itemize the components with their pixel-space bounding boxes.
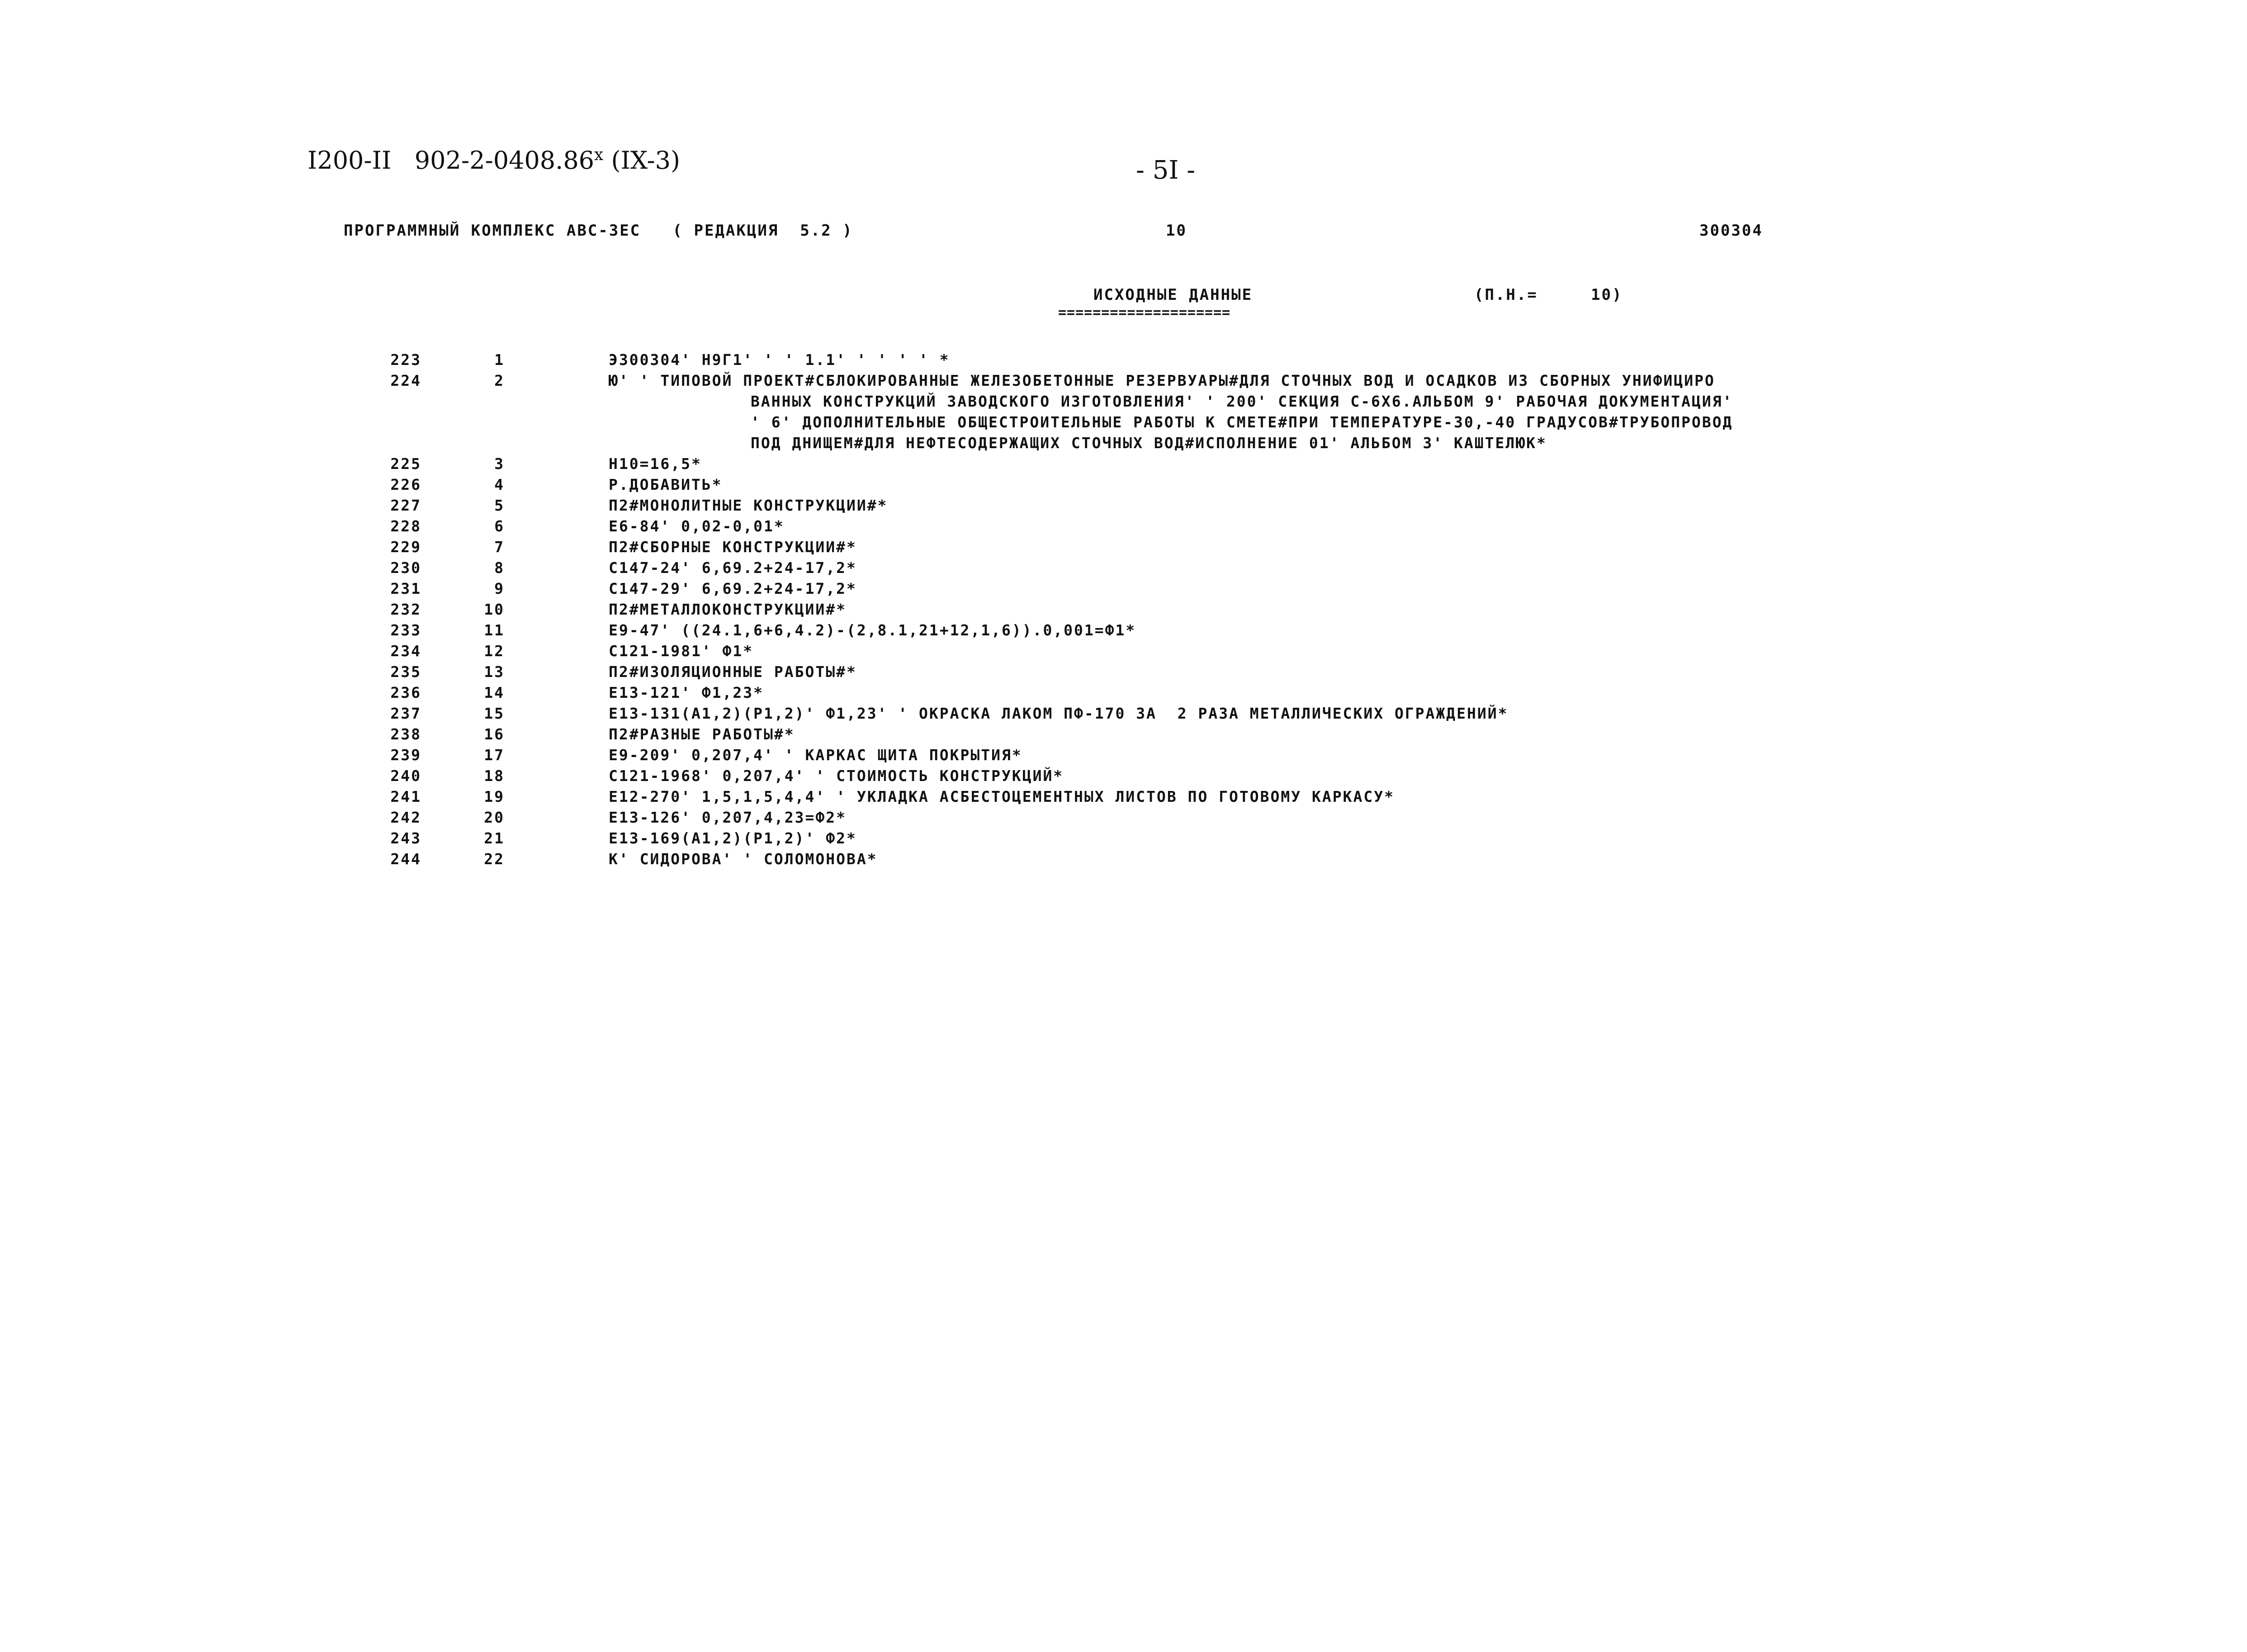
statement-number: 4: [494, 476, 505, 493]
listing-row: [0, 455, 2247, 476]
statement-text: ВАННЫХ КОНСТРУКЦИЙ ЗАВОДСКОГО ИЗГОТОВЛЕНИЯ' ' 200' СЕКЦИЯ С-6Х6.АЛЬБОМ 9' РАБОЧАЯ ДОКУМЕНТАЦИЯ': [751, 393, 1733, 410]
line-number: 242: [390, 809, 421, 826]
statement-number: 5: [494, 497, 505, 514]
statement-text: Е13-126' 0,207,4,23=Ф2*: [609, 809, 847, 826]
statement-number: 22: [484, 850, 505, 868]
statement-number: 13: [484, 663, 505, 681]
statement-number: 14: [484, 684, 505, 701]
listing-row: [0, 497, 2247, 517]
listing-row: [0, 372, 2247, 393]
line-number: 225: [390, 455, 421, 473]
line-number: 239: [390, 746, 421, 764]
listing-row: [0, 621, 2247, 642]
statement-text: П2#РАЗНЫЕ РАБОТЫ#*: [609, 725, 795, 743]
statement-text: Е13-169(А1,2)(Р1,2)' Ф2*: [609, 829, 857, 847]
statement-text: Н10=16,5*: [609, 455, 702, 473]
line-number: 234: [390, 642, 421, 660]
data-listing: [0, 351, 2247, 871]
listing-row: [0, 517, 2247, 538]
statement-text: К' СИДОРОВА' ' СОЛОМОНОВА*: [609, 850, 878, 868]
statement-number: 21: [484, 829, 505, 847]
listing-row: [0, 725, 2247, 746]
statement-number: 3: [494, 455, 505, 473]
statement-number: 8: [494, 559, 505, 577]
statement-text: Ю' ' ТИПОВОЙ ПРОЕКТ#СБЛОКИРОВАННЫЕ ЖЕЛЕЗОБЕТОННЫЕ РЕЗЕРВУАРЫ#ДЛЯ СТОЧНЫХ ВОД И ОСАДКОВ ИЗ СБОРНЫХ УНИФИЦИРО: [609, 372, 1715, 389]
listing-row: [0, 788, 2247, 809]
statement-text: Э300304' Н9Г1' ' ' 1.1' ' ' ' ' *: [609, 351, 950, 369]
statement-text: Е13-121' Ф1,23*: [609, 684, 764, 701]
statement-text: Е13-131(А1,2)(Р1,2)' Ф1,23' ' ОКРАСКА ЛАКОМ ПФ-170 ЗА 2 РАЗА МЕТАЛЛИЧЕСКИХ ОГРАЖДЕНИЙ*: [609, 705, 1509, 722]
listing-row: [0, 601, 2247, 621]
line-number: 240: [390, 767, 421, 785]
statement-text: Е6-84' 0,02-0,01*: [609, 517, 785, 535]
line-number: 243: [390, 829, 421, 847]
listing-row-continuation: [0, 393, 2247, 413]
listing-row: [0, 642, 2247, 663]
statement-number: 18: [484, 767, 505, 785]
listing-row: [0, 684, 2247, 705]
line-number: 226: [390, 476, 421, 493]
listing-row-continuation: [0, 413, 2247, 434]
line-number: 229: [390, 538, 421, 556]
document-code-superscript: x: [594, 146, 604, 164]
statement-number: 19: [484, 788, 505, 805]
statement-text: П2#МОНОЛИТНЫЕ КОНСТРУКЦИИ#*: [609, 497, 888, 514]
document-code: [307, 146, 680, 175]
statement-text: ' 6' ДОПОЛНИТЕЛЬНЫЕ ОБЩЕСТРОИТЕЛЬНЫЕ РАБОТЫ К СМЕТЕ#ПРИ ТЕМПЕРАТУРЕ-30,-40 ГРАДУСОВ#ТРУБОПРОВОД: [751, 413, 1733, 431]
line-number: 232: [390, 601, 421, 618]
line-number: 233: [390, 621, 421, 639]
listing-row: [0, 767, 2247, 788]
statement-number: 1: [494, 351, 505, 369]
section-underline: ====================: [1058, 305, 1231, 321]
program-number: 10: [1166, 222, 1187, 240]
line-number: 227: [390, 497, 421, 514]
listing-row: [0, 663, 2247, 684]
listing-row: [0, 538, 2247, 559]
line-number: 235: [390, 663, 421, 681]
statement-number: 7: [494, 538, 505, 556]
listing-row: [0, 351, 2247, 372]
statement-number: 17: [484, 746, 505, 764]
statement-text: С147-29' 6,69.2+24-17,2*: [609, 580, 857, 597]
statement-number: 12: [484, 642, 505, 660]
statement-text: С147-24' 6,69.2+24-17,2*: [609, 559, 857, 577]
statement-text: Е12-270' 1,5,1,5,4,4' ' УКЛАДКА АСБЕСТОЦЕМЕНТНЫХ ЛИСТОВ ПО ГОТОВОМУ КАРКАСУ*: [609, 788, 1395, 805]
statement-number: 2: [494, 372, 505, 389]
listing-row-continuation: [0, 434, 2247, 455]
statement-text: Р.ДОБАВИТЬ*: [609, 476, 723, 493]
statement-number: 10: [484, 601, 505, 618]
statement-number: 9: [494, 580, 505, 597]
statement-text: Е9-47' ((24.1,6+6,4.2)-(2,8.1,21+12,1,6)).0,001=Ф1*: [609, 621, 1136, 639]
document-code-main: I200-II 902-2-0408.86: [307, 146, 595, 175]
statement-number: 15: [484, 705, 505, 722]
page-number: - 5I -: [1136, 156, 1196, 185]
line-number: 237: [390, 705, 421, 722]
program-code: 300304: [1699, 222, 1763, 240]
listing-row: [0, 850, 2247, 871]
program-name: ПРОГРАММНЫЙ КОМПЛЕКС АВС-3ЕС ( РЕДАКЦИЯ 5.2 ): [344, 222, 853, 240]
listing-row: [0, 829, 2247, 850]
statement-text: Е9-209' 0,207,4' ' КАРКАС ЩИТА ПОКРЫТИЯ*: [609, 746, 1022, 764]
statement-number: 20: [484, 809, 505, 826]
statement-text: П2#МЕТАЛЛОКОНСТРУКЦИИ#*: [609, 601, 847, 618]
statement-number: 16: [484, 725, 505, 743]
statement-text: С121-1968' 0,207,4' ' СТОИМОСТЬ КОНСТРУКЦИЙ*: [609, 767, 1064, 785]
statement-number: 11: [484, 621, 505, 639]
statement-text: П2#ИЗОЛЯЦИОННЫЕ РАБОТЫ#*: [609, 663, 857, 681]
listing-row: [0, 580, 2247, 601]
line-number: 223: [390, 351, 421, 369]
line-number: 236: [390, 684, 421, 701]
statement-text: П2#СБОРНЫЕ КОНСТРУКЦИИ#*: [609, 538, 857, 556]
listing-row: [0, 705, 2247, 725]
line-number: 228: [390, 517, 421, 535]
listing-row: [0, 559, 2247, 580]
line-number: 244: [390, 850, 421, 868]
line-number: 230: [390, 559, 421, 577]
listing-row: [0, 746, 2247, 767]
document-code-tail: (IX-3): [603, 146, 681, 175]
statement-text: ПОД ДНИЩЕМ#ДЛЯ НЕФТЕСОДЕРЖАЩИХ СТОЧНЫХ ВОД#ИСПОЛНЕНИЕ 01' АЛЬБОМ 3' КАШТЕЛЮК*: [751, 434, 1547, 452]
line-number: 238: [390, 725, 421, 743]
section-parameter: (П.Н.= 10): [1474, 286, 1623, 304]
statement-text: С121-1981' Ф1*: [609, 642, 754, 660]
listing-row: [0, 476, 2247, 497]
statement-number: 6: [494, 517, 505, 535]
line-number: 224: [390, 372, 421, 389]
line-number: 231: [390, 580, 421, 597]
line-number: 241: [390, 788, 421, 805]
listing-row: [0, 809, 2247, 829]
section-title: ИСХОДНЫЕ ДАННЫЕ: [1093, 286, 1253, 304]
